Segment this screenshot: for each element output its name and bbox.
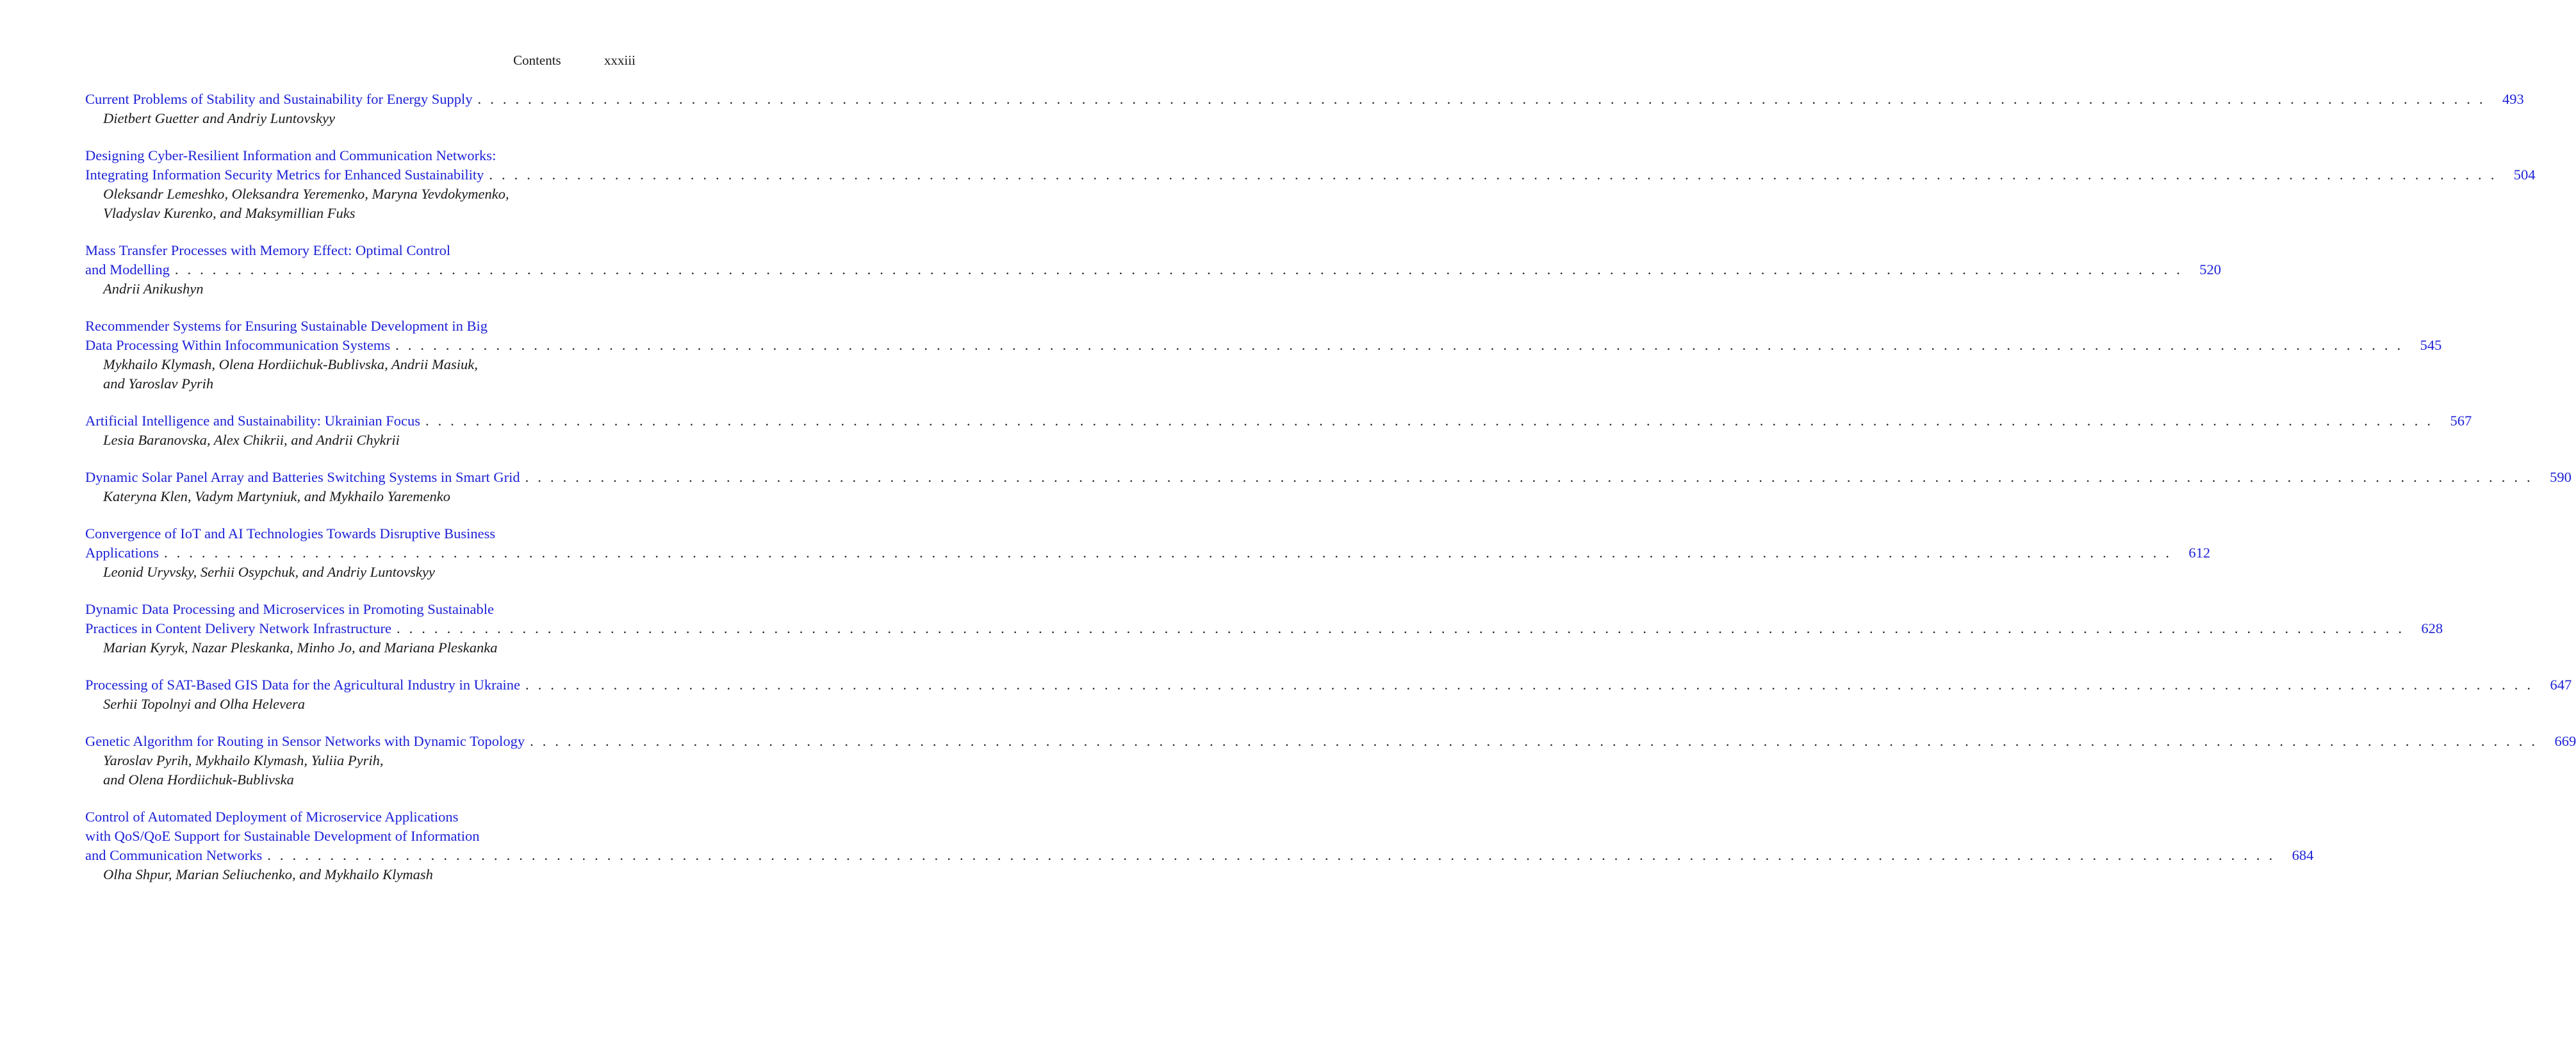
toc-page-number[interactable]: 612: [2188, 545, 2211, 561]
dot-leader: . . . . . . . . . . . . . . . . . . . . . . . . . . . . . . . . . . . . . . . . . . . . . . . . . . . . . . . . . . . . . . . . . . . . . . . . . . . . . . . . . . . . . . . . . . . . . . . . . . . . . . . . . . . . . . . . . . . . . . . . . . . . . . . . . . . . . . . . . . . . . . . . . . . . . . . . . . . . . . . .: [425, 413, 2434, 429]
dot-leader: . . . . . . . . . . . . . . . . . . . . . . . . . . . . . . . . . . . . . . . . . . . . . . . . . . . . . . . . . . . . . . . . . . . . . . . . . . . . . . . . . . . . . . . . . . . . . . . . . . . . . . . . . . . . . . . . . . . . . . . . . . . . . . . . . . . . . . . . . . . . . . . . . . . . . . . . . . . . . . . .: [477, 91, 2486, 107]
toc-title-line[interactable]: [85, 619, 2443, 638]
toc-entry-title[interactable]: with QoS/QoE Support for Sustainable Development of Information: [85, 828, 480, 844]
dot-leader: . . . . . . . . . . . . . . . . . . . . . . . . . . . . . . . . . . . . . . . . . . . . . . . . . . . . . . . . . . . . . . . . . . . . . . . . . . . . . . . . . . . . . . . . . . . . . . . . . . . . . . . . . . . . . . . . . . . . . . . . . . . . . . . . . . . . . . . . . . . . . . . . . . . . . . . . . . . . . . . .: [163, 545, 2172, 561]
toc-page-number[interactable]: 493: [2502, 91, 2524, 107]
toc-title-line[interactable]: [85, 846, 2314, 865]
dot-leader: . . . . . . . . . . . . . . . . . . . . . . . . . . . . . . . . . . . . . . . . . . . . . . . . . . . . . . . . . . . . . . . . . . . . . . . . . . . . . . . . . . . . . . . . . . . . . . . . . . . . . . . . . . . . . . . . . . . . . . . . . . . . . . . . . . . . . . . . . . . . . . . . . . . . . . . . . . . . . . . .: [525, 677, 2534, 693]
toc-entry-title[interactable]: Practices in Content Delivery Network Infrastructure: [85, 620, 391, 636]
toc-entry-authors: Lesia Baranovska, Alex Chikrii, and Andrii Chykrii: [103, 432, 400, 448]
toc-entry-title[interactable]: Dynamic Data Processing and Microservices in Promoting Sustainable: [85, 601, 494, 617]
dot-leader: . . . . . . . . . . . . . . . . . . . . . . . . . . . . . . . . . . . . . . . . . . . . . . . . . . . . . . . . . . . . . . . . . . . . . . . . . . . . . . . . . . . . . . . . . . . . . . . . . . . . . . . . . . . . . . . . . . . . . . . . . . . . . . . . . . . . . . . . . . . . . . . . . . . . . . . . . . . . . . . .: [525, 469, 2533, 485]
toc-title-line[interactable]: [85, 411, 2472, 431]
toc-entry: [85, 807, 2314, 884]
toc-page-number[interactable]: 504: [2513, 167, 2536, 183]
toc-page-number[interactable]: 520: [2199, 261, 2222, 277]
toc-entry-authors: and Olena Hordiichuk-Bublivska: [103, 772, 294, 788]
dot-leader: . . . . . . . . . . . . . . . . . . . . . . . . . . . . . . . . . . . . . . . . . . . . . . . . . . . . . . . . . . . . . . . . . . . . . . . . . . . . . . . . . . . . . . . . . . . . . . . . . . . . . . . . . . . . . . . . . . . . . . . . . . . . . . . . . . . . . . . . . . . . . . . . . . . . . . . . . . . . . . . .: [395, 337, 2404, 353]
toc-entry-title[interactable]: Dynamic Solar Panel Array and Batteries Switching Systems in Smart Grid: [85, 469, 520, 485]
toc-title-line[interactable]: [85, 732, 2576, 751]
toc-entry-authors: Kateryna Klen, Vadym Martyniuk, and Mykhailo Yaremenko: [103, 488, 450, 504]
page-number: xxxiii: [603, 53, 636, 68]
section-title: Contents: [513, 53, 561, 68]
toc-entry-title[interactable]: Integrating Information Security Metrics for Enhanced Sustainability: [85, 167, 484, 183]
dot-leader: . . . . . . . . . . . . . . . . . . . . . . . . . . . . . . . . . . . . . . . . . . . . . . . . . . . . . . . . . . . . . . . . . . . . . . . . . . . . . . . . . . . . . . . . . . . . . . . . . . . . . . . . . . . . . . . . . . . . . . . . . . . . . . . . . . . . . . . . . . . . . . . . . . . . . . . . . . . . . . . .: [174, 261, 2183, 277]
toc-title-line[interactable]: [85, 827, 636, 846]
toc-entry-title[interactable]: Processing of SAT-Based GIS Data for the Agricultural Industry in Ukraine: [85, 677, 521, 693]
running-head: [513, 54, 636, 67]
toc-entry-title[interactable]: Data Processing Within Infocommunication Systems: [85, 337, 391, 353]
toc-entry-authors: and Yaroslav Pyrih: [103, 376, 214, 392]
toc-entry-title[interactable]: Designing Cyber-Resilient Information and Communication Networks:: [85, 147, 496, 163]
toc-entry-authors: Oleksandr Lemeshko, Oleksandra Yeremenko, Maryna Yevdokymenko,: [103, 186, 509, 202]
toc-entry-authors: Leonid Uryvsky, Serhii Osypchuk, and Andriy Luntovskyy: [103, 564, 435, 580]
toc-entry-authors: Yaroslav Pyrih, Mykhailo Klymash, Yuliia Pyrih,: [103, 752, 384, 768]
toc-entry: [85, 732, 2576, 789]
toc-entry-title[interactable]: and Modelling: [85, 261, 170, 277]
dot-leader: . . . . . . . . . . . . . . . . . . . . . . . . . . . . . . . . . . . . . . . . . . . . . . . . . . . . . . . . . . . . . . . . . . . . . . . . . . . . . . . . . . . . . . . . . . . . . . . . . . . . . . . . . . . . . . . . . . . . . . . . . . . . . . . . . . . . . . . . . . . . . . . . . . . . . . . . . . . . . . . .: [396, 620, 2405, 636]
toc-title-line[interactable]: [85, 543, 2211, 563]
toc-entry: [85, 524, 2211, 582]
toc-page-number[interactable]: 684: [2292, 847, 2314, 863]
toc-entry-authors: Serhii Topolnyi and Olha Helevera: [103, 696, 305, 712]
toc-entry: [85, 317, 2442, 393]
dot-leader: . . . . . . . . . . . . . . . . . . . . . . . . . . . . . . . . . . . . . . . . . . . . . . . . . . . . . . . . . . . . . . . . . . . . . . . . . . . . . . . . . . . . . . . . . . . . . . . . . . . . . . . . . . . . . . . . . . . . . . . . . . . . . . . . . . . . . . . . . . . . . . . . . . . . . . . . . . . . . . . .: [267, 847, 2276, 863]
toc-entry: [85, 468, 2572, 506]
toc-entry-title[interactable]: Recommender Systems for Ensuring Sustainable Development in Big: [85, 318, 488, 334]
toc-title-line[interactable]: [85, 468, 2572, 487]
toc-page-number[interactable]: 545: [2420, 337, 2442, 353]
toc-title-line[interactable]: [85, 524, 636, 543]
toc-entry-title[interactable]: Genetic Algorithm for Routing in Sensor Networks with Dynamic Topology: [85, 733, 525, 749]
toc-entry-authors: Andrii Anikushyn: [103, 281, 204, 297]
toc-entry-title[interactable]: Control of Automated Deployment of Microservice Applications: [85, 809, 459, 825]
toc-entry-title[interactable]: Artificial Intelligence and Sustainability: Ukrainian Focus: [85, 413, 420, 429]
toc-title-line[interactable]: [85, 336, 2442, 355]
toc-entry: [85, 146, 2536, 223]
toc-entry: [85, 90, 2524, 128]
toc-entry-title[interactable]: Mass Transfer Processes with Memory Effect: Optimal Control: [85, 242, 451, 258]
toc-entry: [85, 411, 2472, 450]
toc-title-line[interactable]: [85, 146, 636, 165]
toc-entry: [85, 675, 2572, 714]
toc-title-line[interactable]: [85, 317, 636, 336]
toc-entry-title[interactable]: Applications: [85, 545, 159, 561]
toc-page-number[interactable]: 590: [2550, 469, 2572, 485]
toc-entry: [85, 241, 2222, 299]
toc-title-line[interactable]: [85, 90, 2524, 109]
toc-title-line[interactable]: [85, 260, 2222, 279]
table-of-contents: [85, 90, 2576, 902]
toc-entry-authors: Mykhailo Klymash, Olena Hordiichuk-Bublivska, Andrii Masiuk,: [103, 356, 478, 372]
toc-page-number[interactable]: 567: [2450, 413, 2472, 429]
dot-leader: . . . . . . . . . . . . . . . . . . . . . . . . . . . . . . . . . . . . . . . . . . . . . . . . . . . . . . . . . . . . . . . . . . . . . . . . . . . . . . . . . . . . . . . . . . . . . . . . . . . . . . . . . . . . . . . . . . . . . . . . . . . . . . . . . . . . . . . . . . . . . . . . . . . . . . . . . . . . . . . .: [489, 167, 2497, 183]
toc-entry-title[interactable]: Current Problems of Stability and Sustainability for Energy Supply: [85, 91, 473, 107]
toc-entry-authors: Vladyslav Kurenko, and Maksymillian Fuks: [103, 205, 356, 221]
toc-entry-authors: Olha Shpur, Marian Seliuchenko, and Mykhailo Klymash: [103, 866, 433, 882]
toc-title-line[interactable]: [85, 600, 636, 619]
toc-title-line[interactable]: [85, 675, 2572, 695]
dot-leader: . . . . . . . . . . . . . . . . . . . . . . . . . . . . . . . . . . . . . . . . . . . . . . . . . . . . . . . . . . . . . . . . . . . . . . . . . . . . . . . . . . . . . . . . . . . . . . . . . . . . . . . . . . . . . . . . . . . . . . . . . . . . . . . . . . . . . . . . . . . . . . . . . . . . . . . . . . . . . . . .: [530, 733, 2538, 749]
toc-page-number[interactable]: 647: [2550, 677, 2572, 693]
toc-entry: [85, 600, 2443, 657]
toc-entry-authors: Dietbert Guetter and Andriy Luntovskyy: [103, 110, 336, 126]
toc-page-number[interactable]: 628: [2421, 620, 2443, 636]
toc-title-line[interactable]: [85, 807, 636, 827]
toc-title-line[interactable]: [85, 165, 2536, 185]
toc-entry-authors: Marian Kyryk, Nazar Pleskanka, Minho Jo, and Mariana Pleskanka: [103, 640, 498, 656]
toc-page-number[interactable]: 669: [2554, 733, 2576, 749]
toc-entry-title[interactable]: Convergence of IoT and AI Technologies Towards Disruptive Business: [85, 525, 496, 541]
toc-entry-title[interactable]: and Communication Networks: [85, 847, 263, 863]
toc-title-line[interactable]: [85, 241, 636, 260]
